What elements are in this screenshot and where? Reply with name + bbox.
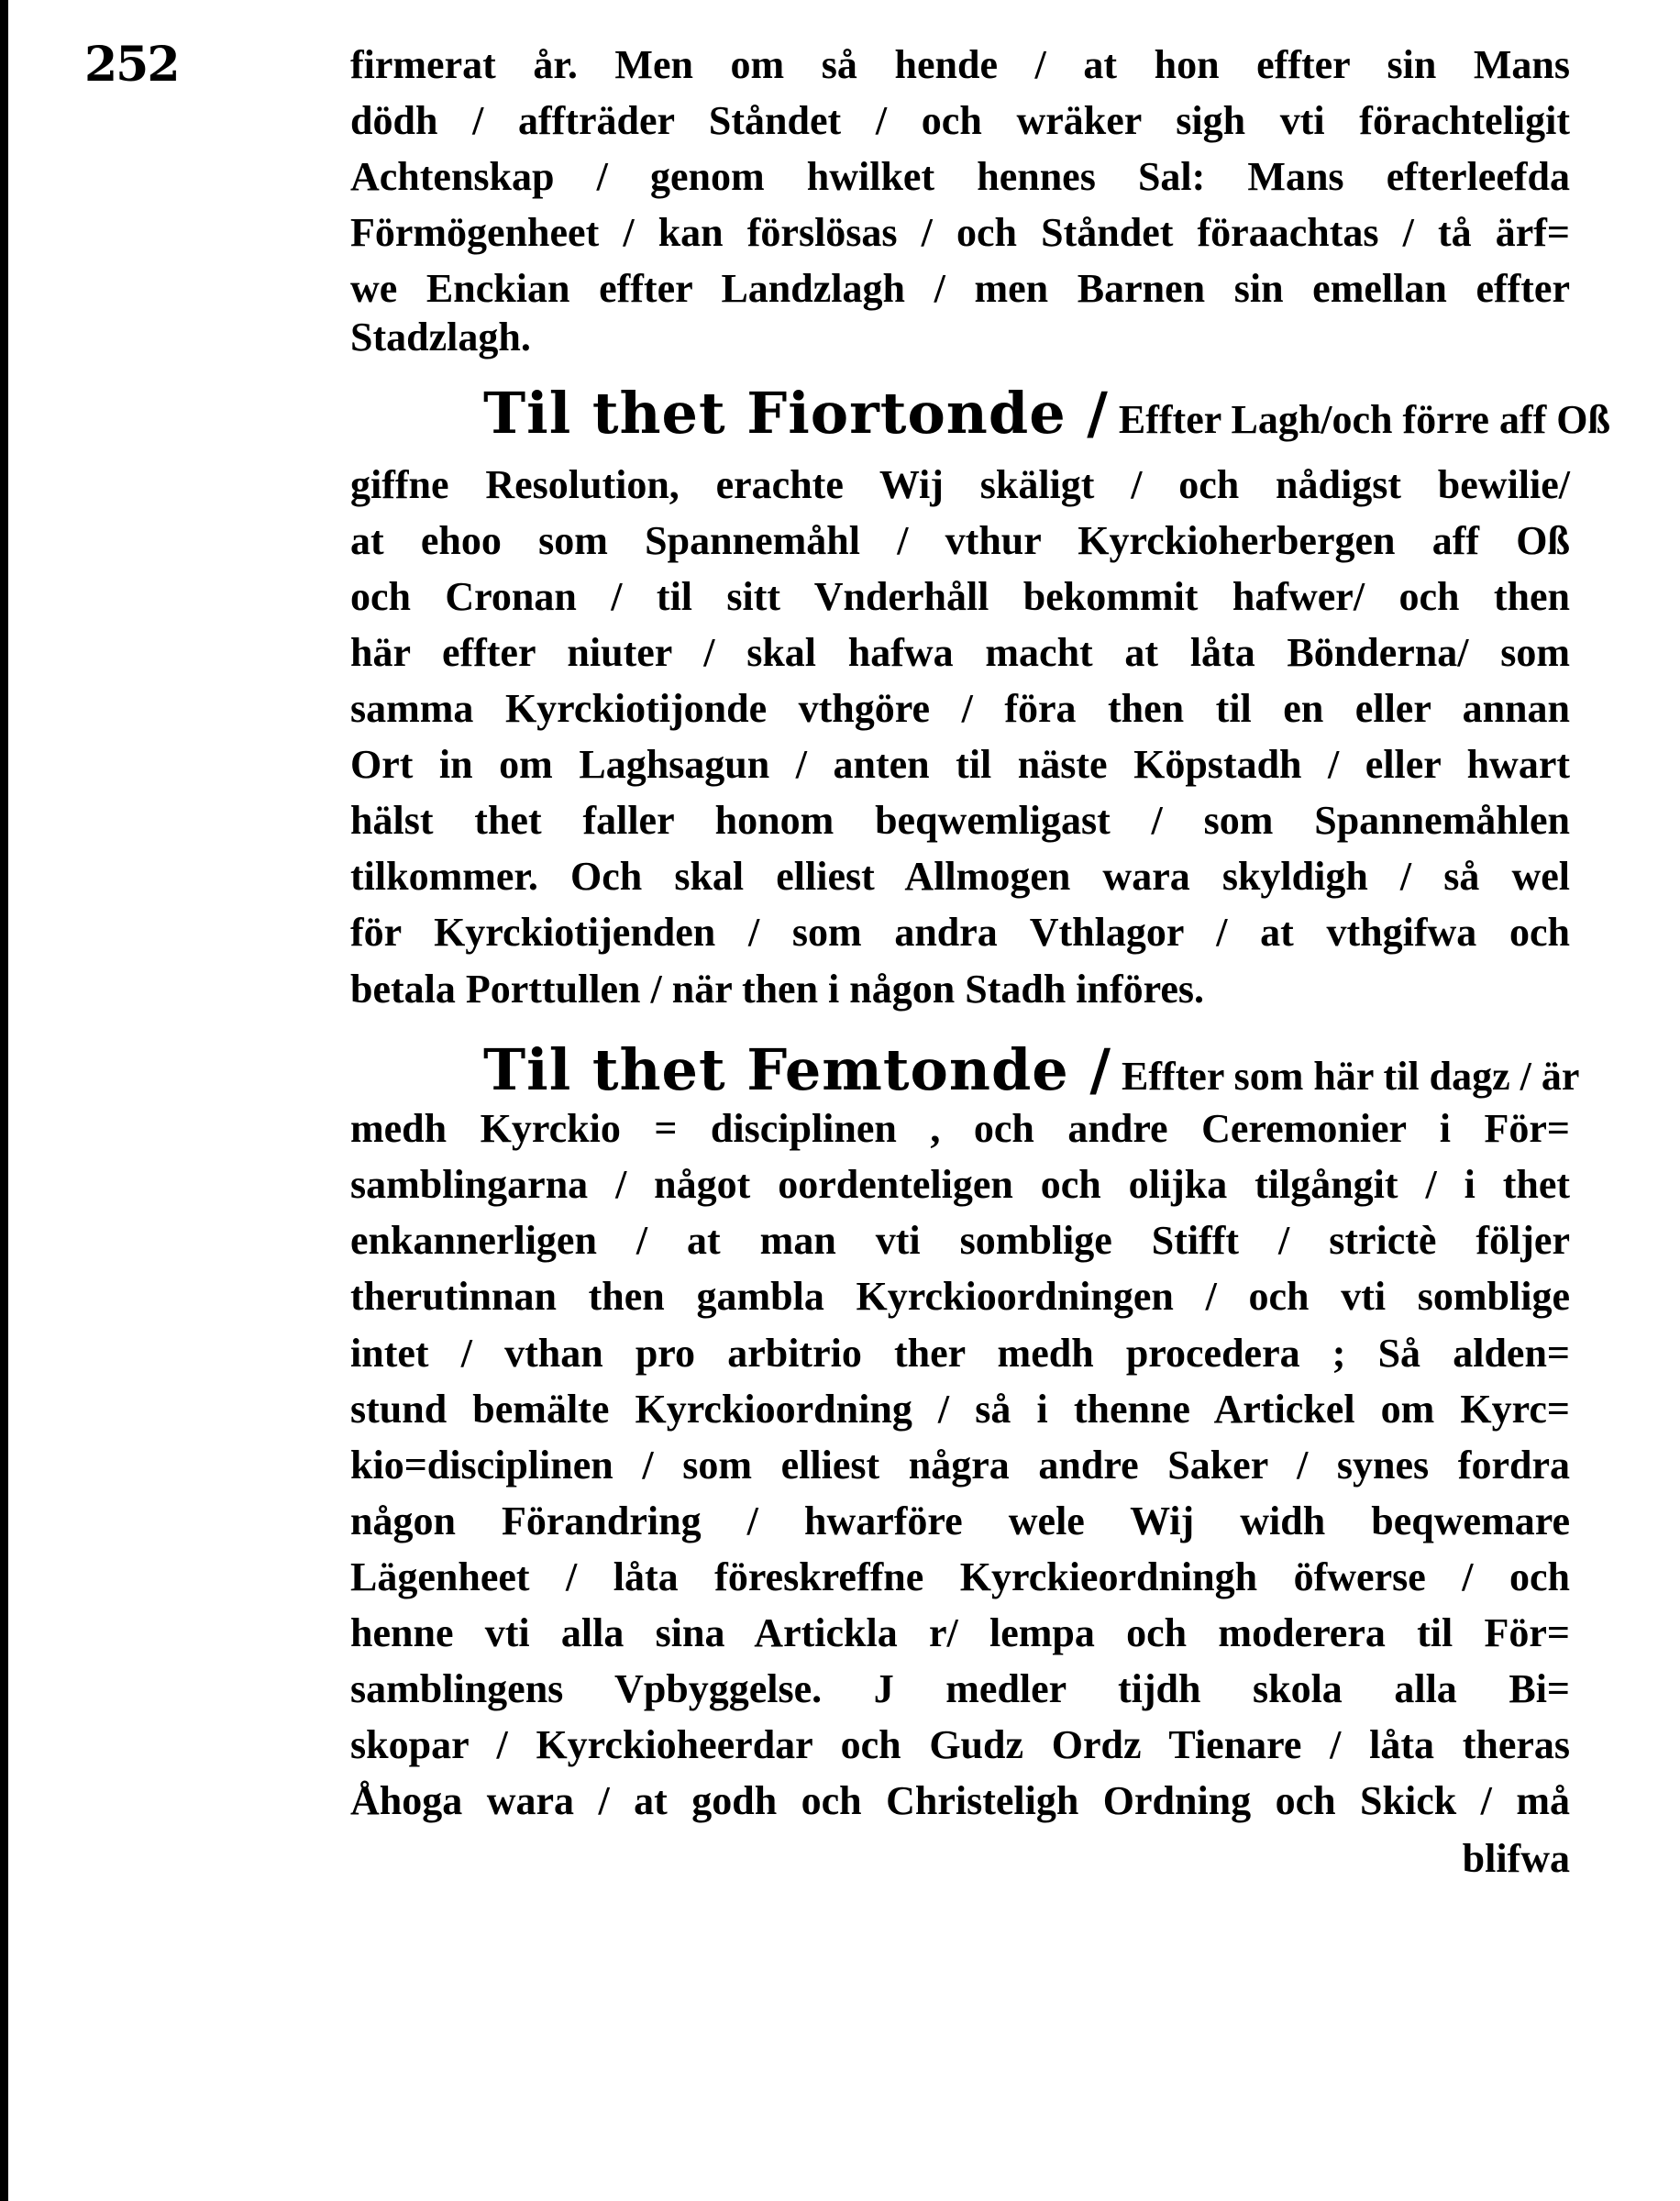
section-first-line xyxy=(483,1036,1580,1103)
text-line: kio=disciplinen / som elliest några andre Saker / synes fordra xyxy=(350,1443,1570,1488)
text-line: henne vti alla sina Artickla r/ lempa och moderera til För= xyxy=(350,1610,1570,1655)
page-number: 252 xyxy=(84,37,179,93)
text-line: Achtenskap / genom hwilket hennes Sal: Mans efterleefda xyxy=(350,154,1570,199)
text-line: samma Kyrckiotijonde vthgöre / föra then til en eller annan xyxy=(350,686,1570,731)
text-line: firmerat år. Men om så hende / at hon effter sin Mans xyxy=(350,42,1570,87)
text-line: för Kyrckiotijenden / som andra Vthlagor / at vthgifwa och xyxy=(350,910,1570,955)
text-line: at ehoo som Spannemåhl / vthur Kyrckioherbergen aff Oß xyxy=(350,518,1570,563)
section-first-line xyxy=(483,380,1610,447)
text-line: stund bemälte Kyrckioordning / så i thenne Artickel om Kyrc= xyxy=(350,1387,1570,1432)
text-line: intet / vthan pro arbitrio ther medh procedera ; Så alden= xyxy=(350,1331,1570,1376)
text-line: samblingens Vpbyggelse. J medler tijdh skola alla Bi= xyxy=(350,1666,1570,1711)
text-line: medh Kyrckio = disciplinen , och andre Ceremonier i För= xyxy=(350,1106,1570,1151)
text-line: giffne Resolution, erachte Wij skäligt / och nådigst bewilie/ xyxy=(350,462,1570,507)
text-line: skopar / Kyrckioheerdar och Gudz Ordz Tienare / låta theras xyxy=(350,1722,1570,1767)
text-line: Stadzlagh. xyxy=(350,315,531,359)
text-line: och Cronan / til sitt Vnderhåll bekommit hafwer/ och then xyxy=(350,574,1570,619)
section-heading: Til thet Fiortonde / xyxy=(483,380,1109,447)
text-line: we Enckian effter Landzlagh / men Barnen sin emellan effter xyxy=(350,266,1570,311)
text-line: Ort in om Laghsagun / anten til näste Köpstadh / eller hwart xyxy=(350,742,1570,787)
text-line: dödh / affträder Ståndet / och wräker sigh vti förachteligit xyxy=(350,98,1570,143)
scan-edge xyxy=(0,0,8,2201)
text-fragment: Effter Lagh/och förre aff Oß xyxy=(1118,397,1610,442)
text-line: Lägenheet / låta föreskreffne Kyrckieordningh öfwerse / och xyxy=(350,1554,1570,1599)
text-line: betala Porttullen / när then i någon Stadh införes. xyxy=(350,967,1205,1012)
text-line: tilkommer. Och skal elliest Allmogen wara skyldigh / så wel xyxy=(350,854,1570,899)
section-heading: Til thet Femtonde / xyxy=(483,1036,1111,1103)
text-line: therutinnan then gambla Kyrckioordningen / och vti somblige xyxy=(350,1274,1570,1319)
catchword: blifwa xyxy=(1462,1836,1570,1881)
text-line: Förmögenheet / kan förslösas / och Ståndet föraachtas / tå ärf= xyxy=(350,210,1570,255)
text-line: Åhoga wara / at godh och Christeligh Ordning och Skick / må xyxy=(350,1778,1570,1823)
text-line: här effter niuter / skal hafwa macht at låta Bönderna/ som xyxy=(350,630,1570,675)
text-line: samblingarna / något oordenteligen och olijka tilgångit / i thet xyxy=(350,1162,1570,1207)
text-fragment: Effter som här til dagz / är xyxy=(1122,1054,1580,1099)
text-line: någon Förandring / hwarföre wele Wij widh beqwemare xyxy=(350,1499,1570,1543)
text-line: hälst thet faller honom beqwemligast / som Spannemåhlen xyxy=(350,798,1570,843)
text-line: enkannerligen / at man vti somblige Stifft / strictè följer xyxy=(350,1218,1570,1263)
